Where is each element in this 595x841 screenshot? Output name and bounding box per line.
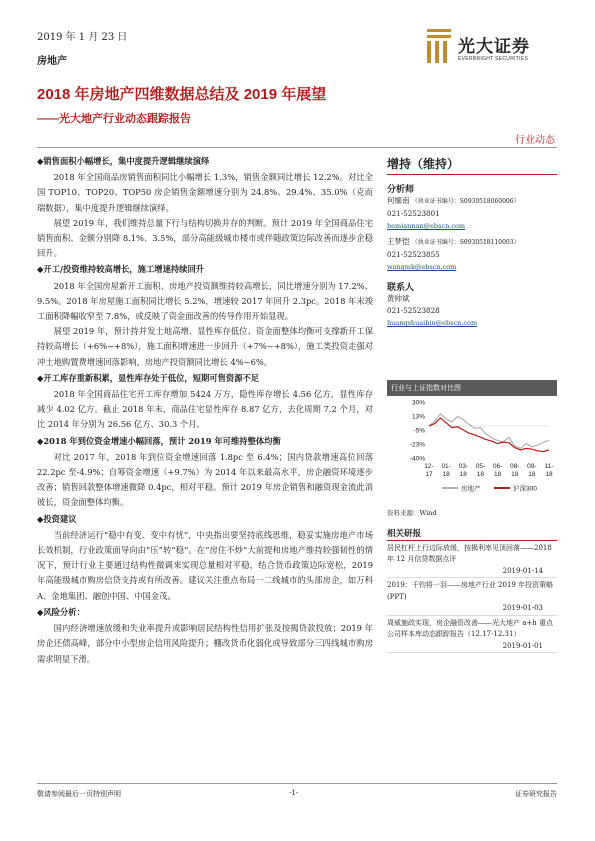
contact-heading: 联系人: [387, 282, 415, 292]
section-heading: ◆销售面积小幅增长，集中度提升逻辑继续演绎: [37, 156, 210, 166]
y-tick-label: -40%: [409, 455, 425, 463]
analyst-heading: 分析师: [387, 184, 415, 194]
footer-report-type: 证券研究报告: [515, 790, 557, 798]
x-tick-label: 08-18: [510, 463, 520, 478]
related-item[interactable]: [387, 543, 557, 579]
chart-plot: [387, 396, 557, 506]
x-tick-label: 06-18: [492, 463, 503, 478]
analyst-card: [387, 236, 557, 273]
legend-label: 沪深300: [513, 485, 537, 493]
contact-phone: 021-52523828: [387, 306, 440, 315]
industry-label: 房地产: [37, 56, 67, 67]
paragraph: 2018 年全国商品房销售面积同比小幅增长 1.3%，销售金额同比增长 12.2%。对比全国 TOP10、TOP20、TOP50 房企销售金额增速分别为 24.8%、29.4%、35.0%（克而瑞数据），集中度提升逻辑继续演绎。: [37, 172, 373, 213]
analyst-license: （执业证书编号：S0930518060006）: [411, 198, 520, 205]
footer-divider: [37, 783, 557, 784]
page-number: -1-: [289, 789, 299, 797]
contact-name: 黄帅斌: [387, 294, 410, 303]
related-item[interactable]: [387, 580, 557, 616]
related-item-date: 2019-01-03: [387, 603, 557, 616]
document-type: 行业动态: [515, 135, 555, 146]
analyst-phone: 021-52523855: [387, 250, 440, 259]
section-heading: ◆开工/投资维持较高增长，施工增速持续回升: [37, 264, 205, 275]
analyst-email-link[interactable]: wangmk@ebscn.com: [387, 263, 457, 271]
y-tick-label: 13%: [411, 413, 425, 421]
paragraph: 2018 年全国商品住宅开工库存增加 5424 万方，隐性库存增长 4.56 亿方，显性库存减少 4.02 亿方。截止 2018 年末，商品住宅显性库存 8.87 亿方，去化周期 7.2 个月，对比 2014 年分别为 26.56 亿方、30.3 个月。: [37, 389, 373, 430]
index-comparison-chart: [387, 380, 557, 506]
sidebar-divider: [387, 174, 557, 175]
related-heading: 相关研报: [387, 528, 422, 538]
paragraph: 国内经济增速放缓和失业率提升或影响居民结构性信用扩张及按揭贷款投放；2019 年房企还债高峰，部分中小型房企信用风险提升；棚改货币化弱化或导致部分三四线城市购房需求明显下滑。: [37, 623, 373, 664]
investment-rating: 增持（维持）: [387, 157, 460, 171]
paragraph: 展望 2019 年，我们维持总量下行与结构切换并存的判断。预计 2019 年全国商品住宅销售面积、金额分别降 8.1%、3.5%，部分高能级城市楼市或伴随政策边际改善而逐步企稳回升。: [37, 217, 373, 259]
x-tick-label: 05-18: [475, 463, 486, 478]
section-heading: ◆投资建议: [37, 513, 77, 524]
related-item-date: 2019-01-14: [387, 566, 557, 579]
contact-card: [387, 293, 557, 329]
main-content: [37, 153, 373, 667]
contact-email-link[interactable]: huangshuaibin@ebscn.com: [387, 319, 478, 327]
x-tick-label: 11-18: [544, 463, 554, 478]
section-heading: ◆开工库存重新积累，显性库存处于低位，短期可售资源不足: [37, 372, 260, 383]
logo-mark-icon: [425, 26, 453, 66]
series-line: [429, 414, 549, 448]
footer-disclaimer: 敬请参阅最后一页特别声明: [37, 790, 121, 798]
report-title: 2018 年房地产四维数据总结及 2019 年展望: [37, 86, 327, 103]
x-tick-label: 12-17: [424, 463, 434, 478]
legend-label: 房地产: [461, 485, 481, 493]
analyst-card: [387, 195, 557, 232]
related-item-title: 2019：千钧将一羽——房地产行业 2019 年投资策略(PPT): [387, 581, 554, 601]
x-tick-label: 03-18: [458, 463, 468, 478]
related-item[interactable]: [387, 618, 557, 654]
analyst-name: 王梦恺: [387, 237, 410, 246]
related-reports: [387, 528, 557, 653]
analyst-license: （执业证书编号：S0930518110003）: [411, 239, 520, 246]
header-divider: [37, 147, 557, 148]
chart-source: 资料来源：Wind: [387, 509, 437, 517]
analyst-name: 何缅南: [387, 196, 410, 205]
paragraph: 展望 2019 年，预计持并发土地高增、显性库存低位、资金面整体均衡可支撑新开工保持较高增长（+6%~+8%），施工面积增速进一步回升（+7%~+8%），施工类投资走强对冲土地购置费增速回落影响，房地产投资额同比增长 4%~6%。: [37, 326, 373, 367]
x-tick-label: 01-18: [441, 463, 451, 478]
section-heading: ◆风险分析：: [37, 606, 85, 617]
chart-title: 行业与上证指数对比图: [387, 380, 557, 396]
related-item-date: 2019-01-01: [387, 641, 557, 654]
y-tick-label: -5%: [413, 427, 425, 435]
logo-text-en: EVERBRIGHT SECURITIES: [458, 56, 529, 62]
paragraph: 对比 2017 年，2018 年到位资金增速回落 1.8pc 至 6.4%；国内贷款增速高位回落 22.2pc 至-4.9%；自筹资金增速（+9.7%）为 2014 年以来最高水平，房企融资环境逐步改善；销售回款整体增速微降 0.4pc，相对平稳。预计 2019 年房企销售和融资现金流此消彼长，资金面整体均衡。: [37, 451, 373, 508]
section-heading: ◆2018 年到位资金增速小幅回落，预计 2019 年可维持整体均衡: [37, 435, 281, 446]
analyst-phone: 021-52523801: [387, 209, 440, 218]
sidebar: [387, 158, 557, 329]
logo-text: 光大证券: [458, 37, 530, 56]
paragraph: 2018 年全国房屋新开工面积、房地产投资额维持较高增长，同比增速分别为 17.2%、9.5%。2018 年房屋施工面积同比增长 5.2%，增速较 2017 年回升 2.3pc。2018 年末竣工面积降幅收窄至 7.8%，或反映了资金面改善的传导作用开始显现。: [37, 280, 373, 322]
report-subtitle: ——光大地产行业动态跟踪报告: [37, 113, 191, 125]
analyst-email-link[interactable]: hemiannan@ebscn.com: [387, 222, 466, 230]
report-date: 2019 年 1 月 23 日: [37, 32, 128, 43]
company-logo: [425, 26, 560, 74]
related-item-title: 周威施政实现，房企融资改善——光大地产 a+h 重点公司样本库动态跟踪报告（12.17-12.31）: [387, 618, 553, 638]
paragraph: 当前经济运行“稳中有变、变中有忧”，中央指出要坚持底线思维，稳妥实施房地产市场长效机制，行业政策面导向由“压”转“稳”。在“房住不炒”大前提和房地产维持较强韧性的情况下，预计行业主要通过结构性微调来实现总量相对平稳，结合货币政策边际宽松，2019 年高能级城市购房信贷支持或有所改善。建议关注重点布局一二线城市的头部房企，如万科 A、金地集团、融创中国、中国金茂。: [37, 529, 373, 601]
related-divider: [387, 540, 557, 541]
y-tick-label: 30%: [411, 399, 425, 407]
y-tick-label: -23%: [409, 441, 425, 449]
x-tick-label: 09-18: [527, 463, 537, 478]
related-item-title: 居民杠杆上行边际放缓，按揭利率见顶回落——2018 年 12 月信贷数据点评: [387, 543, 552, 563]
